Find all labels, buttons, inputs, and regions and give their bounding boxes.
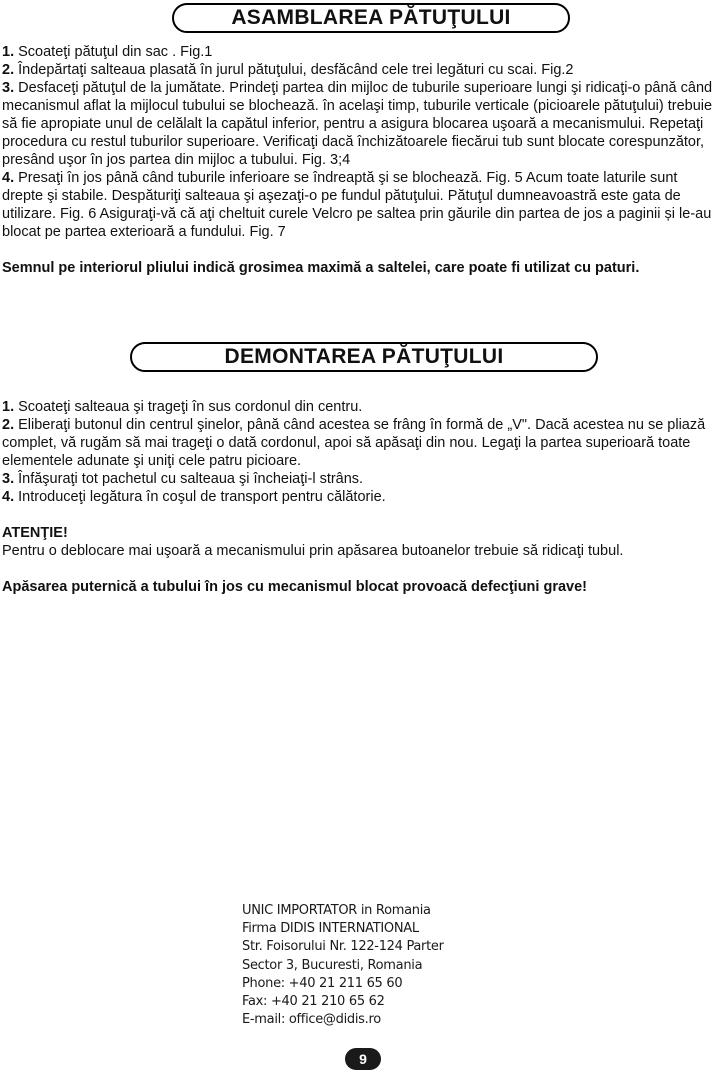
disassembly-step-1 — [2, 398, 714, 416]
step-text: Scoateţi salteaua şi trageţi în sus cordonul din centru. — [14, 399, 363, 415]
disassembly-instructions — [2, 398, 714, 596]
page-number-badge: 9 — [345, 1048, 381, 1070]
assembly-step-4 — [2, 169, 714, 241]
step-number: 4. — [2, 170, 15, 186]
step-text: Presaţi în jos până când tuburile inferioare se îndreaptă şi se blochează. Fig. 5 Acum toate laturile sunt drepte şi stabile. Despăturiţi salteaua şi aşezaţi-o pe fundul pătuţului. Pătuţul dumneavoastră este gata de utilizare. Fig. 6 Asiguraţi-vă că aţi cheltuit curele Velcro pe saltea prin găurile din partea de jos a paginii și le-au blocat pe partea exterioară a fundului. Fig. 7 — [2, 170, 712, 240]
mattress-note: Semnul pe interiorul pliului indică grosimea maximă a saltelei, care poate fi utilizat cu paturi. — [2, 260, 640, 276]
step-number: 3. — [2, 80, 15, 96]
email-address: E-mail: office@didis.ro — [242, 1012, 381, 1028]
attention-label: ATENŢIE! — [2, 525, 68, 541]
street-address: Str. Foisorului Nr. 122-124 Parter — [242, 939, 444, 955]
step-text: Eliberaţi butonul din centrul şinelor, până când acestea se frâng în formă de „V". Dacă acestea nu se pliază complet, vă rugăm să mai trageţi o dată cordonul, apoi să apăsaţi din nou. Legaţi la partea superioară toate elementele adunate şi uniţi cele patru picioare. — [2, 417, 706, 469]
step-number: 1. — [2, 399, 15, 415]
step-text: Înfăşuraţi tot pachetul cu salteaua şi încheiaţi-l strâns. — [14, 471, 364, 487]
step-text: Desfaceţi pătuţul de la jumătate. Prindeţi partea din mijloc de tuburile superioare lungi şi ridicaţi-o până când mecanismul aflat la mijlocul tubului se blochează. în acelaşi timp, tuburile verticale (picioarele pătuţului) trebuie să fie apropiate unul de celălalt la capătul inferior, pentru a asigura blocarea uşoară a mecanismului. Repetaţi procedura cu restul tuburilor superioare. Verificaţi dacă închizătoarele fiecărui tub sunt blocate corespunzător, presând uşor în jos partea din mijloc a tubului. Fig. 3;4 — [2, 80, 713, 168]
step-number: 2. — [2, 62, 15, 78]
step-text: Scoateţi pătuţul din sac . Fig.1 — [14, 44, 213, 60]
step-text: Introduceţi legătura în coşul de transport pentru călătorie. — [14, 489, 386, 505]
disassembly-step-4 — [2, 488, 714, 506]
company-name: Firma DIDIS INTERNATIONAL — [242, 921, 419, 937]
step-number: 3. — [2, 471, 15, 487]
step-text: Îndepărtaţi salteaua plasată în jurul pătuţului, desfăcând cele trei legături cu scai. Fig.2 — [14, 62, 574, 78]
step-number: 2. — [2, 417, 15, 433]
importer-line: UNIC IMPORTATOR in Romania — [242, 903, 431, 918]
disassembly-title: DEMONTAREA PĂTUŢULUI — [130, 342, 598, 372]
disassembly-step-2 — [2, 416, 714, 470]
disassembly-step-3 — [2, 470, 714, 488]
assembly-instructions — [2, 43, 714, 277]
step-number: 4. — [2, 489, 15, 505]
attention-text: Pentru o deblocare mai uşoară a mecanismului prin apăsarea butoanelor trebuie să ridicaţi tubul. — [2, 543, 624, 559]
assembly-step-3 — [2, 79, 714, 169]
damage-warning: Apăsarea puternică a tubului în jos cu mecanismul blocat provoacă defecţiuni grave! — [2, 579, 587, 595]
fax-number: Fax: +40 21 210 65 62 — [242, 994, 385, 1010]
step-number: 1. — [2, 44, 15, 60]
assembly-step-1 — [2, 43, 714, 61]
city-address: Sector 3, Bucuresti, Romania — [242, 957, 423, 973]
assembly-title: ASAMBLAREA PĂTUŢULUI — [172, 3, 570, 33]
importer-contact-block — [242, 902, 444, 1029]
assembly-step-2 — [2, 61, 714, 79]
phone-number: Phone: +40 21 211 65 60 — [242, 975, 403, 991]
